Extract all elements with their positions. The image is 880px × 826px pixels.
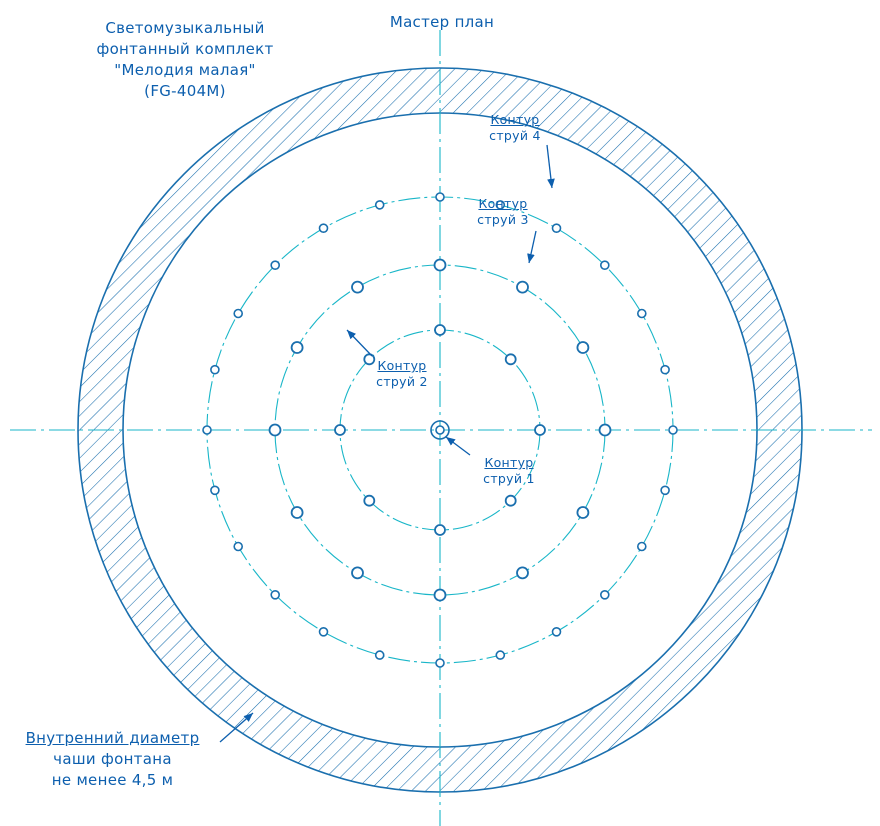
callout-contour-2-line1: Контур (377, 358, 427, 373)
title-line-1: Светомузыкальный (105, 19, 265, 37)
callout-contour-1-line2: струй 1 (483, 471, 535, 486)
callout-contour-3 (458, 196, 548, 228)
diameter-note-line1: Внутренний диаметр (25, 729, 200, 747)
callout-contour-4 (470, 112, 560, 144)
callout-contour-3-line1: Контур (478, 196, 528, 211)
callout-contour-4-line2: струй 4 (489, 128, 541, 143)
title-line-3: "Мелодия малая" (114, 61, 256, 79)
title-block (60, 18, 310, 102)
callout-contour-4-line1: Контур (490, 112, 540, 127)
master-plan-label: Мастер план (389, 13, 495, 31)
diameter-note-line3: не менее 4,5 м (51, 771, 174, 789)
callout-contour-1-line1: Контур (484, 455, 534, 470)
diameter-note (5, 728, 220, 791)
title-line-4: (FG-404M) (144, 82, 226, 100)
callout-contour-2 (357, 358, 447, 390)
callout-contour-2-line2: струй 2 (376, 374, 428, 389)
nozzle-center (436, 426, 444, 434)
diameter-note-line2: чаши фонтана (53, 750, 172, 768)
callout-contour-1 (464, 455, 554, 487)
title-line-2: фонтанный комплект (96, 40, 274, 58)
callout-contour-3-line2: струй 3 (477, 212, 529, 227)
